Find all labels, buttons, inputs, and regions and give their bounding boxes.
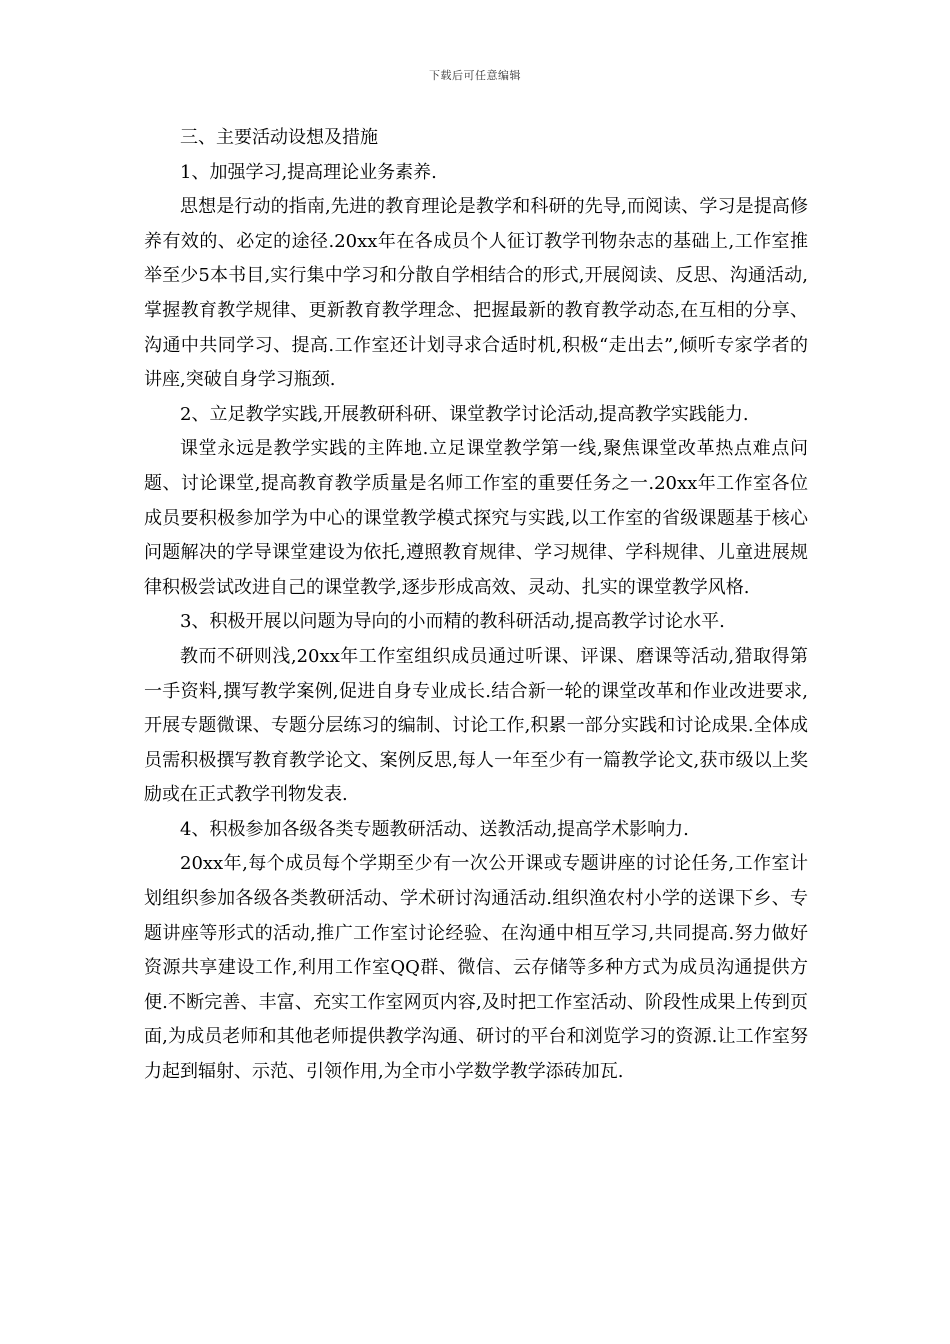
section-title: 三、主要活动设想及措施 <box>180 127 378 148</box>
item-heading-2: 2、立足教学实践,开展教研科研、课堂教学讨论活动,提高教学实践能力. <box>180 403 749 425</box>
item-body-1: 思想是行动的指南,先进的教育理论是教学和科研的先导,而阅读、学习是提高修养有效的、必定的途径.20xx年在各成员个人征订教学刊物杂志的基础上,工作室推举至少5本书目,实行集中学习和分散自学相结合的形式,开展阅读、反思、沟通活动,掌握教育教学规律、更新教育教学理念、把握最新的教育教学动态,在互相的分享、沟通中共同学习、提高.工作室还计划寻求合适时机,积极“走出去”,倾听专家学者的讲座,突破自身学习瓶颈. <box>144 196 808 391</box>
item-heading-3: 3、积极开展以问题为导向的小而精的教科研活动,提高教学讨论水平. <box>180 611 725 633</box>
item-body-4: 20xx年,每个成员每个学期至少有一次公开课或专题讲座的讨论任务,工作室计划组织参加各级各类教研活动、学术研讨沟通活动.组织渔农村小学的送课下乡、专题讲座等形式的活动,推广工作室讨论经验、在沟通中相互学习,共同提高.努力做好资源共享建设工作,利用工作室QQ群、微信、云存储等多种方式为成员沟通提供方便.不断完善、丰富、充实工作室网页内容,及时把工作室活动、阶段性成果上传到页面,为成员老师和其他老师提供教学沟通、研讨的平台和浏览学习的资源.让工作室努力起到辐射、示范、引领作用,为全市小学数学教学添砖加瓦. <box>144 853 808 1083</box>
document-body <box>144 121 808 1090</box>
item-body-2: 课堂永远是教学实践的主阵地.立足课堂教学第一线,聚焦课堂改革热点难点问题、讨论课堂,提高教育教学质量是名师工作室的重要任务之一.20xx年工作室各位成员要积极参加学为中心的课堂教学模式探究与实践,以工作室的省级课题基于核心问题解决的学导课堂建设为依托,遵照教育规律、学习规律、学科规律、儿童进展规律积极尝试改进自己的课堂教学,逐步形成高效、灵动、扎实的课堂教学风格. <box>144 438 808 598</box>
item-heading-1: 1、加强学习,提高理论业务素养. <box>180 161 437 183</box>
page-header: 下载后可任意编辑 <box>429 69 521 82</box>
item-heading-4: 4、积极参加各级各类专题教研活动、送教活动,提高学术影响力. <box>180 818 689 840</box>
item-body-3: 教而不研则浅,20xx年工作室组织成员通过听课、评课、磨课等活动,猎取得第一手资料,撰写教学案例,促进自身专业成长.结合新一轮的课堂改革和作业改进要求,开展专题微课、专题分层练习的编制、讨论工作,积累一部分实践和讨论成果.全体成员需积极撰写教育教学论文、案例反思,每人一年至少有一篇教学论文,获市级以上奖励或在正式教学刊物发表. <box>144 645 808 806</box>
